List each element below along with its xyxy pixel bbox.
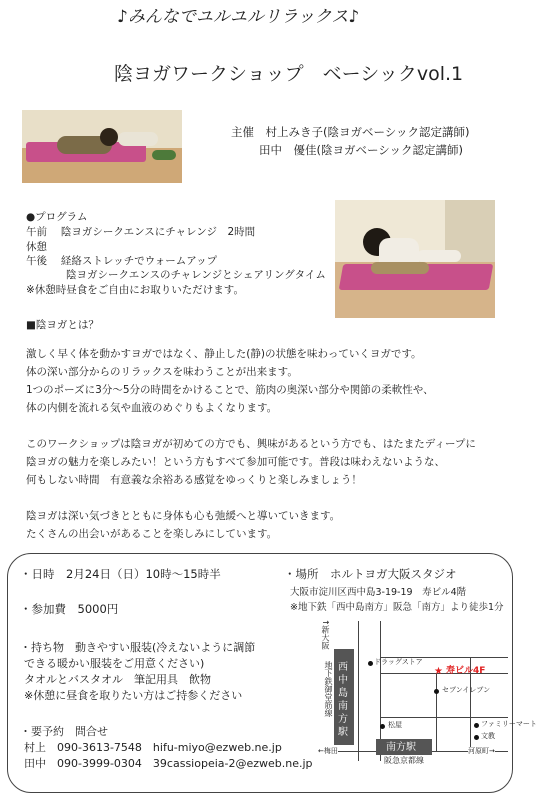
catchcopy: ♪みんなでユルユルリラックス♪ (117, 7, 360, 27)
about-text: 体の内側を流れる気や血液のめぐりもよくなります。 (26, 402, 278, 414)
about-text: たくさんの出会いがあることを楽しみにしています。 (26, 528, 278, 540)
about-heading: ■陰ヨガとは？ (26, 319, 99, 331)
about-text: 激しく早く体を動かすヨガではなく、静止した(静)の状態を味わっていくヨガです。 (26, 348, 422, 360)
page-title: 陰ヨガワークショップ ベーシックvol.1 (114, 63, 464, 85)
familymart-label: ファミリーマート (481, 720, 537, 728)
items-line: ※休憩に昼食を取りたい方はご持参ください (24, 689, 243, 702)
items-line: できる暖かい服装をご用意ください) (24, 657, 205, 670)
venue-address: 大阪市淀川区西中島3-19-19 寿ビル4階 (290, 587, 467, 598)
yoga-photo-reclining (22, 110, 182, 183)
about-text: 陰ヨガは深い気づきとともに身体も心も弛緩へと導いていきます。 (26, 510, 341, 522)
organizer-line-2: 田中 優佳(陰ヨガベーシック認定講師) (259, 143, 464, 157)
reservation-contact[interactable]: 村上 090-3613-7548 hifu-miyo@ezweb.ne.jp (24, 741, 282, 754)
matsuya-label: 松屋 (388, 721, 402, 729)
program-heading: ●プログラム (26, 211, 88, 223)
program-line: 陰ヨガシークエンスのチャレンジとシェアリングタイム (66, 269, 326, 281)
seven-label: セブンイレブン (442, 686, 491, 694)
about-text: このワークショップは陰ヨガが初めての方でも、興味があるという方でも、はたまたディープに (26, 438, 476, 450)
event-fee: ・参加費 5000円 (20, 602, 119, 616)
station-label: 西中島南方駅 (338, 662, 348, 738)
about-text: 体の深い部分からのリラックスを味わうことが出来ます。 (26, 366, 298, 378)
organizer-line-1: 主催 村上みき子(陰ヨガベーシック認定講師) (231, 125, 470, 139)
reservation-line: ・要予約 問合せ (20, 725, 108, 738)
yoga-photo-stretch (335, 200, 495, 318)
kawaramachi-label: 河原町→ (468, 747, 495, 755)
drugstore-label: ドラッグストア (374, 658, 423, 666)
program-line: 午後 経絡ストレッチでウォームアップ (26, 255, 218, 267)
access-map (318, 619, 537, 767)
reservation-contact[interactable]: 田中 090-3999-0304 39cassiopeia-2@ezweb.ne.jp (24, 757, 313, 770)
venue-access: ※地下鉄「西中島南方」阪急「南方」より徒歩1分 (290, 602, 504, 613)
hankyu-line-label: 阪急京都線 (384, 756, 424, 765)
about-text: 1つのポーズに3分～5分の時間をかけることで、筋肉の奥深い部分や関節の柔軟性や、 (26, 384, 434, 396)
kotobuki-marker-icon: ★ (434, 666, 443, 677)
kotobuki-label: 寿ビル4F (446, 666, 486, 676)
umeda-label: ←梅田 (318, 747, 338, 755)
minamikata-label: 南方駅 (386, 742, 416, 753)
program-line: 休憩 (26, 241, 47, 253)
event-date: ・日時 2月24日（日）10時～15時半 (20, 567, 221, 581)
items-line: タオルとバスタオル 筆記用具 飲物 (24, 673, 211, 686)
venue-name: ・場所 ホルトヨガ大阪スタジオ (284, 567, 457, 581)
about-text: 何もしない時間 有意義な余裕ある感覚をゆっくりと楽しみましょう！ (26, 474, 362, 486)
items-line: ・持ち物 動きやすい服装(冷えないように調節 (20, 641, 256, 654)
program-line: 午前 陰ヨガシークエンスにチャレンジ 2時間 (26, 226, 256, 238)
shin-osaka-label: ↑新大阪 (321, 619, 330, 650)
program-note: ※休憩時昼食をご自由にお取りいただけます。 (26, 284, 244, 296)
subway-line-label: 地下鉄御堂筋線 (324, 661, 333, 717)
bunkyo-label: 文教 (481, 732, 495, 740)
about-text: 陰ヨガの魅力を楽しみたい！という方もすべて参加可能です。普段は味わえないような、 (26, 456, 445, 468)
